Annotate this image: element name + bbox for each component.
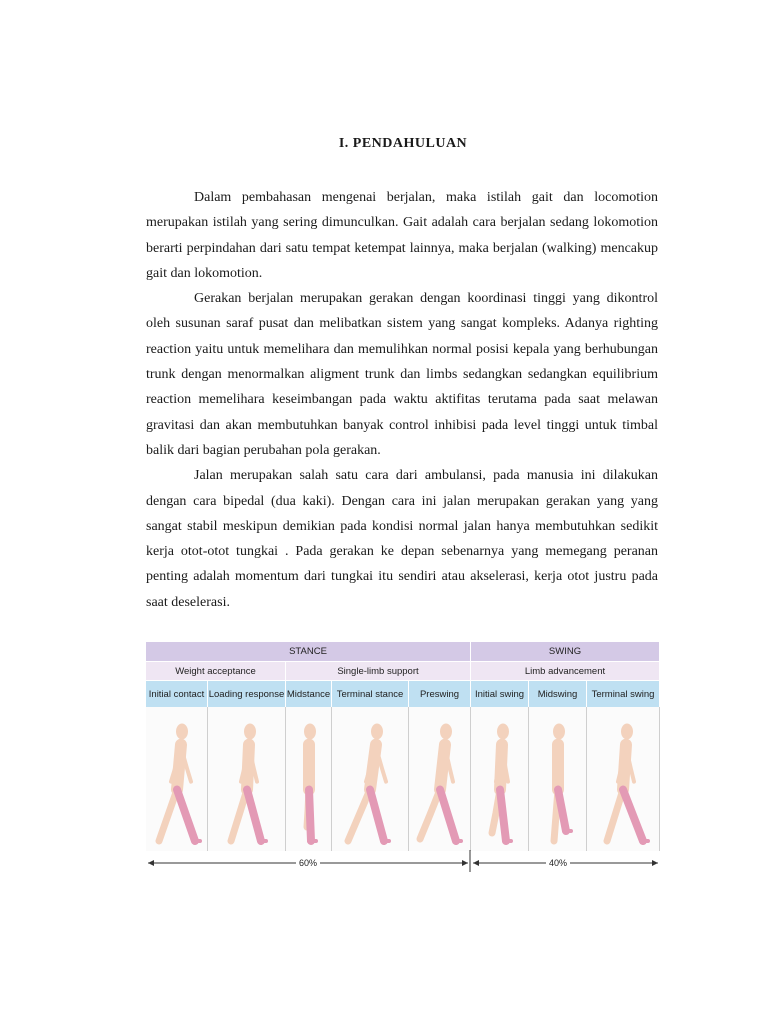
sub-phase-limb-advancement: Limb advancement (471, 662, 660, 680)
sub-phase-single-limb-support: Single-limb support (286, 662, 471, 680)
walking-figure-midstance (286, 707, 332, 851)
phase-header-row (146, 642, 660, 661)
gait-cycle-figure (146, 642, 660, 872)
walking-figure-loading-response (208, 707, 286, 851)
percentage-bar (146, 850, 660, 872)
swing-percentage: 40% (546, 858, 570, 868)
stage-terminal-swing: Terminal swing (587, 681, 660, 707)
sub-phase-row (146, 662, 660, 680)
stance-percentage: 60% (296, 858, 320, 868)
walking-person-illustration (148, 713, 206, 845)
phase-swing: SWING (471, 642, 660, 661)
walking-figures-row (146, 707, 660, 851)
walking-figure-terminal-stance (332, 707, 409, 851)
walking-figure-preswing (409, 707, 471, 851)
stage-midstance: Midstance (286, 681, 332, 707)
sub-phase-weight-acceptance: Weight acceptance (146, 662, 286, 680)
stage-preswing: Preswing (409, 681, 471, 707)
walking-figure-initial-contact (146, 707, 208, 851)
walking-person-illustration (592, 713, 654, 845)
stage-terminal-stance: Terminal stance (332, 681, 409, 707)
paragraph-2: Gerakan berjalan merupakan gerakan dengan koordinasi tinggi yang dikontrol oleh susunan saraf pusat dan melibatkan sistem yang sangat kompleks. Adanya righting reaction yaitu untuk memelihara dan memulihkan normal posisi kepala yang berhubungan trunk dengan menormalkan aligment trunk dan limbs sedangkan sedangkan equilibrium reaction memelihara keseimbangan pada waktu aktifitas terutama pada saat melawan gravitasi dan akan membutuhkan banyak control inhibisi pada level tinggi untuk timbal balik dari bagian perubahan pola gerakan. (146, 291, 658, 458)
walking-person-illustration (473, 713, 527, 845)
walking-figure-initial-swing (471, 707, 529, 851)
walking-person-illustration (411, 713, 469, 845)
walking-figure-terminal-swing (587, 707, 660, 851)
walking-person-illustration (287, 713, 331, 845)
stage-initial-contact: Initial contact (146, 681, 208, 707)
paragraph-3: Jalan merupakan salah satu cara dari ambulansi, pada manusia ini dilakukan dengan cara bipedal (dua kaki). Dengan cara ini jalan merupakan gerakan yang yang sangat stabil meskipun demikian pada kondisi normal jalan hanya membutuhkan sedikit kerja otot-otot tungkai . Pada gerakan ke depan sebenarnya yang memegang peranan penting adalah momentum dari tungkai itu sendiri atau akselerasi, kerja otot justru pada saat deselerasi. (146, 468, 658, 610)
body-text (146, 185, 658, 615)
walking-person-illustration (218, 713, 276, 845)
page-title: I. PENDAHULUAN (338, 136, 468, 151)
walking-person-illustration (338, 713, 402, 845)
paragraph-1: Dalam pembahasan mengenai berjalan, maka istilah gait dan locomotion merupakan istilah yang sering dimunculkan. Gait adalah cara berjalan sedang lokomotion berarti perpindahan dari satu tempat ketempat lainnya, maka berjalan (walking) mencakup gait dan lokomotion. (146, 190, 658, 281)
stage-row (146, 681, 660, 707)
walking-figure-midswing (529, 707, 587, 851)
phase-stance: STANCE (146, 642, 471, 661)
stage-loading-response: Loading response (208, 681, 286, 707)
stage-initial-swing: Initial swing (471, 681, 529, 707)
percentage-arrows (146, 850, 660, 872)
stage-midswing: Midswing (529, 681, 587, 707)
walking-person-illustration (531, 713, 585, 845)
